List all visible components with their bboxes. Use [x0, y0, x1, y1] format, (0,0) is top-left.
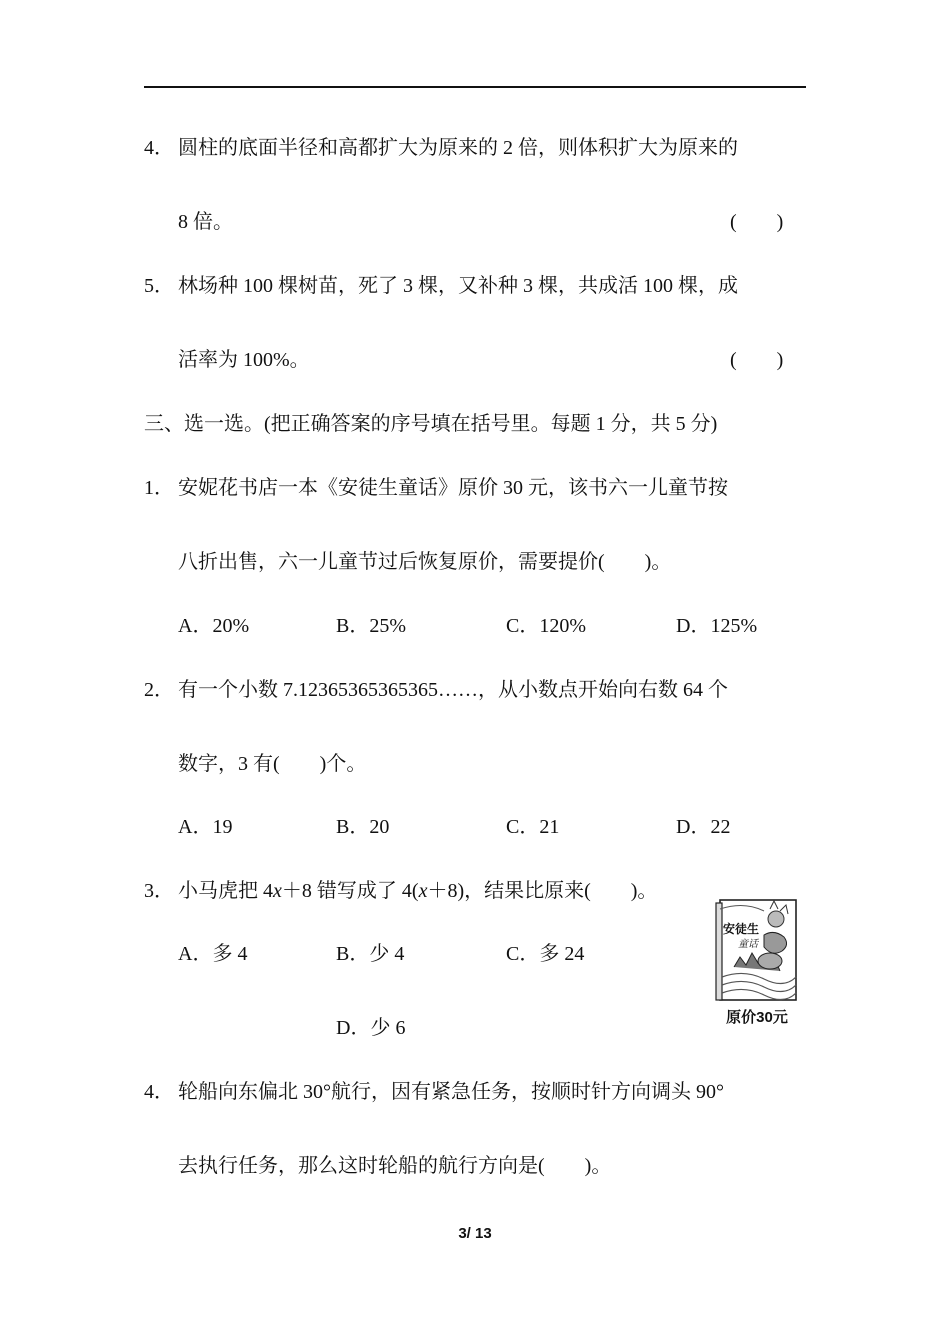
judge-q5-line2: 活率为 100%。 — [178, 349, 310, 371]
book-price-caption: 原价30元 — [726, 1009, 788, 1026]
choice-q2-option-b[interactable]: B．20 — [336, 816, 390, 838]
choice-q3-number: 3． — [144, 880, 174, 902]
judge-q4-line1: 圆柱的底面半径和高都扩大为原来的 2 倍，则体积扩大为原来的 — [178, 137, 738, 159]
choice-q3-option-b[interactable]: B．少 4 — [336, 943, 405, 965]
choice-q4-line1: 轮船向东偏北 30°航行，因有紧急任务，按顺时针方向调头 90° — [178, 1081, 724, 1103]
choice-q3-option-d[interactable]: D．少 6 — [336, 1017, 406, 1039]
choice-q2-option-c[interactable]: C．21 — [506, 816, 560, 838]
choice-q1-option-b[interactable]: B．25% — [336, 615, 406, 637]
choice-q3-option-a[interactable]: A．多 4 — [178, 943, 248, 965]
fairy-tale-book-illustration — [714, 897, 798, 1003]
choice-q1-option-c[interactable]: C．120% — [506, 615, 586, 637]
choice-q3-post: ＋8)，结果比原来( )。 — [427, 880, 658, 902]
judge-q4-answer-paren[interactable]: ( ) — [730, 211, 784, 233]
choice-q2-option-a[interactable]: A．19 — [178, 816, 233, 838]
judge-q5-answer-paren[interactable]: ( ) — [730, 349, 784, 371]
choice-q1-line2: 八折出售，六一儿童节过后恢复原价，需要提价( )。 — [178, 551, 672, 573]
choice-q3-mid: ＋8 错写成了 4( — [281, 880, 419, 902]
choice-q3-option-c[interactable]: C．多 24 — [506, 943, 585, 965]
choice-q2-line1: 有一个小数 7.12365365365365……，从小数点开始向右数 64 个 — [178, 679, 728, 701]
variable-x: x — [418, 880, 428, 902]
choice-q3-text — [178, 879, 657, 903]
header-rule — [144, 86, 806, 88]
choice-q2-line2: 数字，3 有( )个。 — [178, 753, 367, 775]
book-title-a: 安徒生 — [723, 922, 760, 936]
variable-x: x — [273, 880, 282, 902]
choice-q1-option-a[interactable]: A．20% — [178, 615, 250, 637]
character-head — [768, 911, 784, 927]
judge-q4-line2: 8 倍。 — [178, 211, 233, 233]
page-number: 3/ 13 — [458, 1225, 492, 1242]
judge-q4-number: 4． — [144, 137, 174, 159]
choice-q1-number: 1． — [144, 477, 174, 499]
choice-q1-option-d[interactable]: D．125% — [676, 615, 758, 637]
book-title-b: 童话 — [738, 939, 758, 950]
choice-q1-line1: 安妮花书店一本《安徒生童话》原价 30 元，该书六一儿童节按 — [178, 477, 728, 499]
book-spine — [716, 903, 722, 1000]
choice-q4-line2: 去执行任务，那么这时轮船的航行方向是( )。 — [178, 1155, 612, 1177]
character-boat — [758, 953, 782, 969]
choice-q4-number: 4． — [144, 1081, 174, 1103]
choice-q2-number: 2． — [144, 679, 174, 701]
choice-q3-pre: 小马虎把 4 — [178, 880, 273, 902]
judge-q5-line1: 林场种 100 棵树苗，死了 3 棵，又补种 3 棵，共成活 100 棵，成 — [178, 275, 738, 297]
choice-q2-option-d[interactable]: D．22 — [676, 816, 731, 838]
section3-heading: 三、选一选。(把正确答案的序号填在括号里。每题 1 分，共 5 分) — [144, 413, 718, 435]
judge-q5-number: 5． — [144, 275, 174, 297]
